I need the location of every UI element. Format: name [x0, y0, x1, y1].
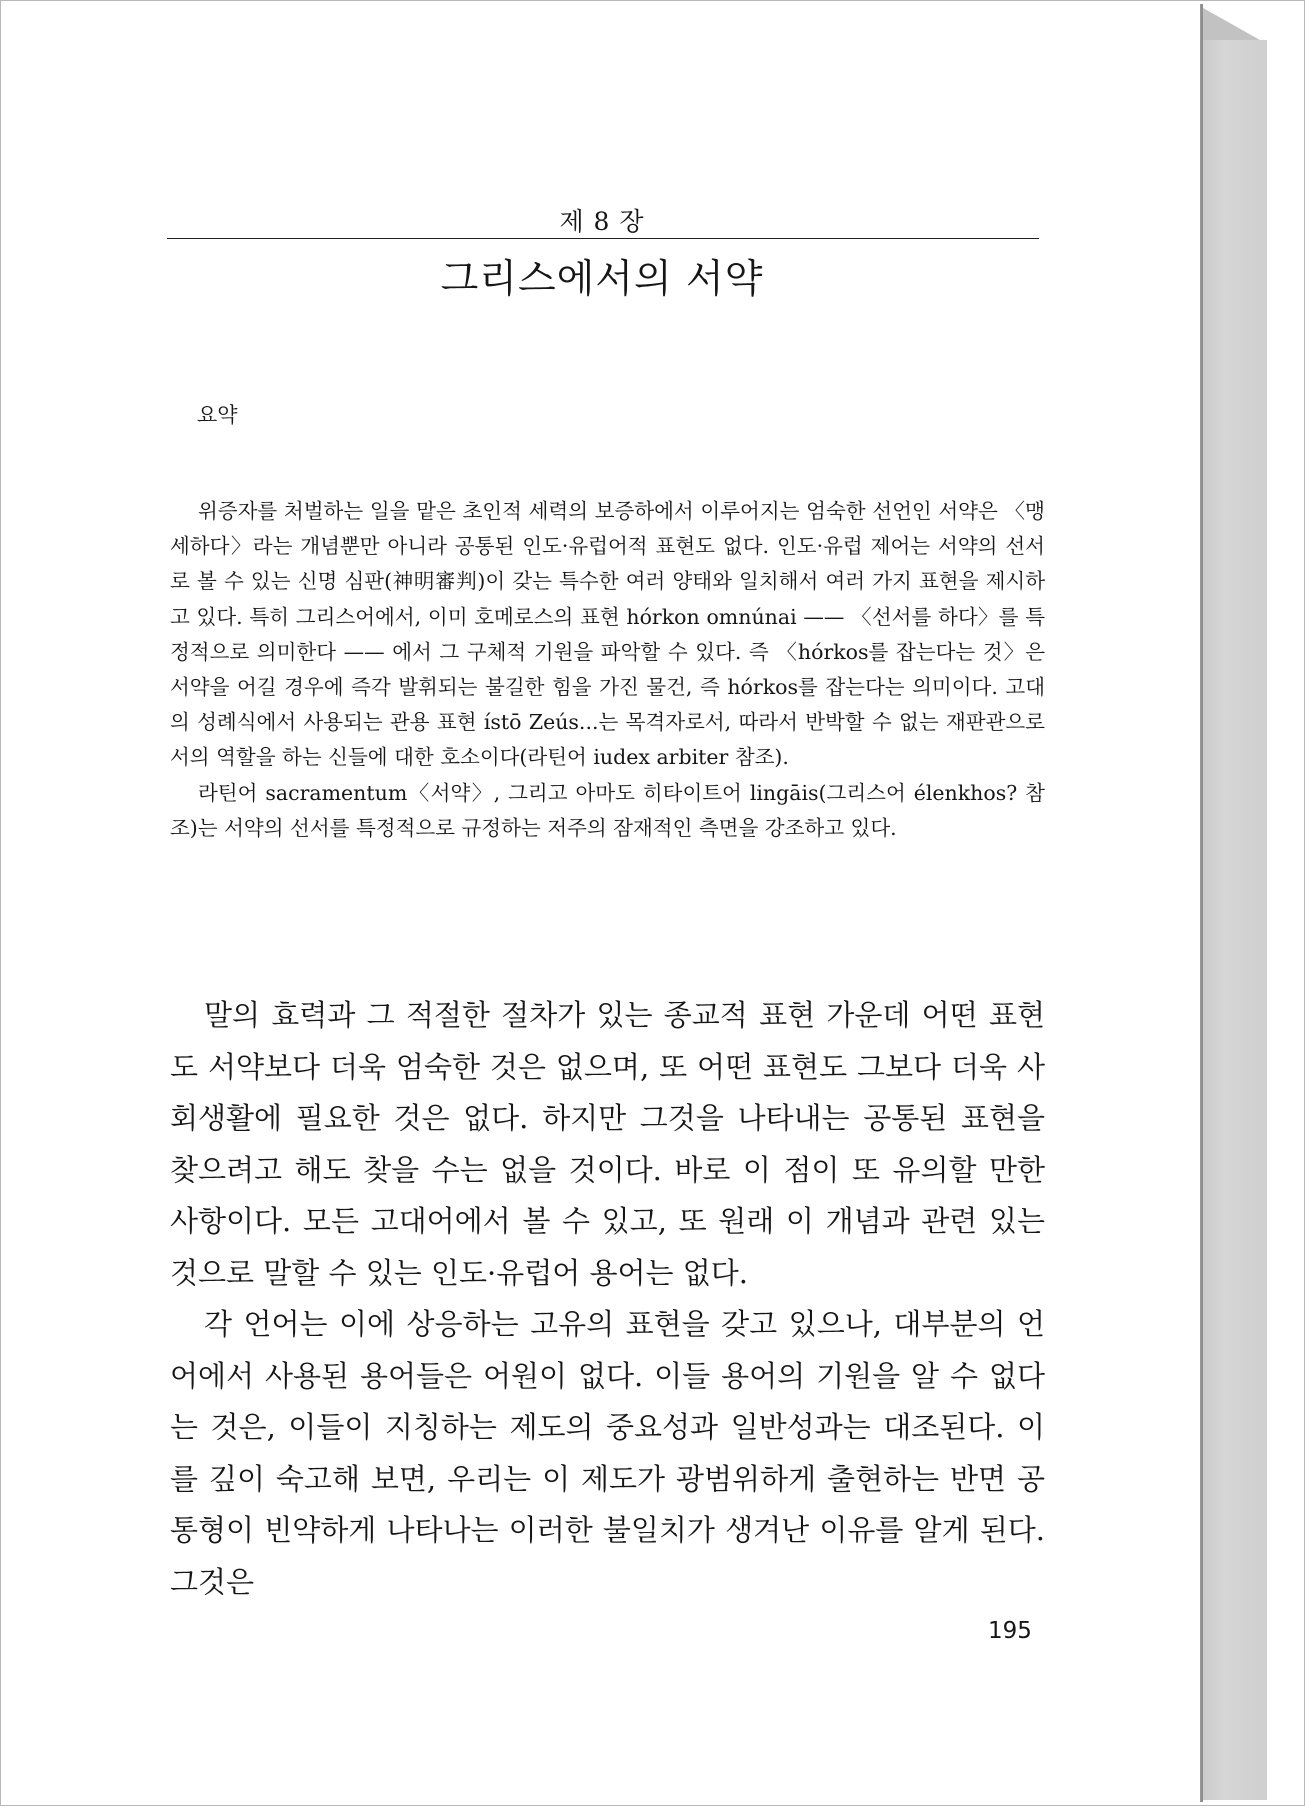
chapter-title: 그리스에서의 서약 [440, 257, 764, 302]
chapter-rule [167, 238, 1039, 239]
book-page [4, 4, 1201, 1802]
body-text [170, 990, 1045, 1608]
page-number: 195 [988, 1618, 1032, 1644]
summary-paragraph: 라틴어 sacramentum〈서약〉, 그리고 아마도 히타이트어 lingāis(그리스어 élenkhos? 참조)는 서약의 선서를 특정적으로 규정하는 저주의 잠재적인 측면을 강조하고 있다. [170, 780, 1045, 840]
book-edge-top [1196, 4, 1267, 44]
summary-paragraph: 위증자를 처벌하는 일을 맡은 초인적 세력의 보증하에서 이루어지는 엄숙한 선언인 서약은 〈맹세하다〉라는 개념뿐만 아니라 공통된 인도·유럽어적 표현도 없다. 인도·유럽 제어는 서약의 선서로 볼 수 있는 신명 심판(神明審判)이 갖는 특수한 여러 양태와 일치해서 여러 가지 표현을 제시하고 있다. 특히 그리스어에서, 이미 호메로스의 표현 hórkon omnúnai —— 〈선서를 하다〉를 특정적으로 의미한다 —— 에서 그 구체적 기원을 파악할 수 있다. 즉 〈hórkos를 잡는다는 것〉은 서약을 어길 경우에 즉각 발휘되는 불길한 힘을 가진 물건, 즉 hórkos를 잡는다는 의미이다. 고대의 성례식에서 사용되는 관용 표현 ístō Zeús...는 목격자로서, 따라서 반박할 수 없는 재판관으로서의 역할을 하는 신들에 대한 호소이다(라틴어 iudex arbiter 참조). [170, 499, 1045, 770]
body-paragraph: 각 언어는 이에 상응하는 고유의 표현을 갖고 있으나, 대부분의 언어에서 사용된 용어들은 어원이 없다. 이들 용어의 기원을 알 수 없다는 것은, 이들이 지칭하는 제도의 중요성과 일반성과는 대조된다. 이를 깊이 숙고해 보면, 우리는 이 제도가 광범위하게 출현하는 반면 공통형이 빈약하게 나타나는 이러한 불일치가 생겨난 이유를 알게 된다. 그것은 [170, 1307, 1045, 1599]
chapter-label: 제 8 장 [559, 207, 645, 236]
summary-heading: 요약 [197, 403, 238, 427]
summary-block [170, 494, 1045, 846]
body-paragraph: 말의 효력과 그 적절한 절차가 있는 종교적 표현 가운데 어떤 표현도 서약보다 더욱 엄숙한 것은 없으며, 또 어떤 표현도 그보다 더욱 사회생활에 필요한 것은 없다. 하지만 그것을 나타내는 공통된 표현을 찾으려고 해도 찾을 수는 없을 것이다. 바로 이 점이 또 유의할 만한 사항이다. 모든 고대어에서 볼 수 있고, 또 원래 이 개념과 관련 있는 것으로 말할 수 있는 인도·유럽어 용어는 없다. [170, 998, 1045, 1290]
book-page-edge [1201, 40, 1267, 1800]
